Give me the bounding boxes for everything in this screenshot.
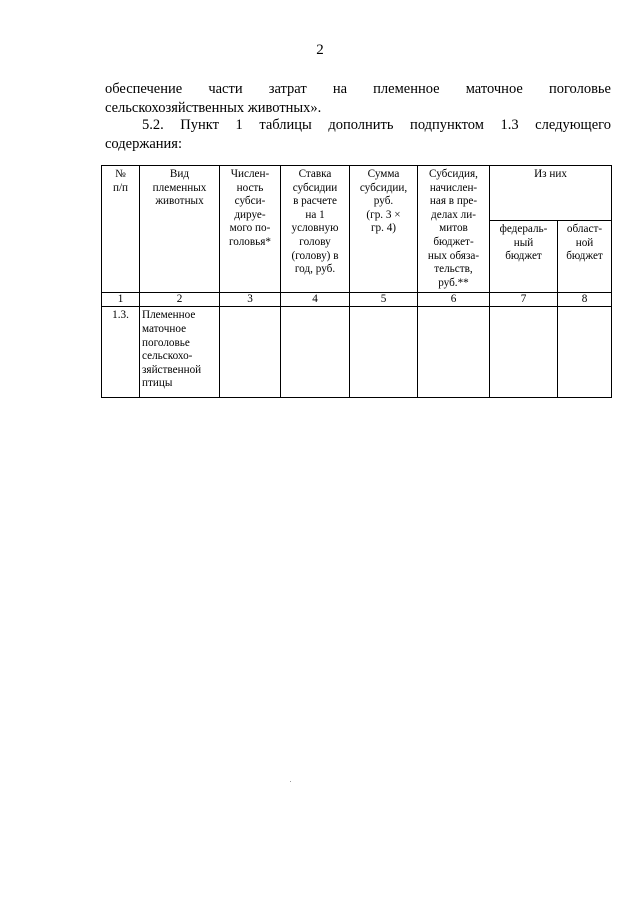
header-row-1: [102, 166, 612, 221]
paragraph-line: обеспечение части затрат на племенное маточное поголовье: [105, 81, 611, 97]
column-number: 2: [140, 293, 220, 307]
header-text: дируе-: [234, 208, 266, 221]
header-text: на 1: [305, 208, 325, 221]
header-text: Сумма: [367, 168, 400, 180]
header-text: тельств,: [434, 263, 473, 276]
header-text: бюджет: [505, 250, 542, 263]
row-headcount: [220, 307, 281, 398]
header-cell-regional-budget: [558, 221, 612, 293]
header-cell-accrued-subsidy: [418, 166, 490, 293]
header-text: ный: [513, 236, 534, 249]
header-text: п/п: [112, 181, 129, 194]
row-number: 1.3.: [102, 307, 140, 398]
scan-speck: [290, 781, 291, 782]
header-cell-kind: [140, 166, 220, 293]
page-number: 2: [316, 42, 324, 58]
header-cell-rate: [281, 166, 350, 293]
column-number: 3: [220, 293, 281, 307]
header-text: ная в пре-: [429, 195, 478, 208]
header-text: митов: [439, 222, 468, 235]
header-text: Вид: [169, 168, 190, 180]
paragraph-amendment: [105, 116, 611, 154]
header-text: Субсидия,: [429, 168, 478, 180]
header-text: начислен-: [429, 181, 478, 194]
paragraph-line: сельскохозяйственных животных».: [105, 100, 322, 116]
header-text: субсидии,: [359, 181, 408, 194]
column-number: 6: [418, 293, 490, 307]
paragraph-line: 5.2. Пункт 1 таблицы дополнить подпунктом 1.3 следующего: [142, 117, 611, 133]
paragraph-continuation: [105, 80, 611, 118]
header-text: област-: [566, 223, 603, 235]
subsidy-table: [101, 165, 612, 398]
column-number: 5: [350, 293, 418, 307]
header-text: головья*: [228, 235, 272, 248]
header-text: Ставка: [298, 168, 332, 180]
header-text: (голову) в: [291, 249, 339, 262]
cell-text: сельскохо-: [142, 350, 193, 363]
row-regional-budget: [558, 307, 612, 398]
header-cell-sum: [350, 166, 418, 293]
column-number: 7: [490, 293, 558, 307]
header-text: субси-: [234, 195, 266, 208]
header-cell-headcount: [220, 166, 281, 293]
header-text: федераль-: [499, 223, 548, 235]
row-federal-budget: [490, 307, 558, 398]
header-text: условную: [291, 222, 339, 235]
row-kind: [140, 307, 220, 398]
header-text: бюджет: [566, 250, 603, 263]
header-text: в расчете: [293, 195, 337, 208]
header-text: руб.: [373, 195, 394, 208]
header-text: голову: [299, 235, 331, 248]
header-text: мого по-: [229, 222, 271, 235]
cell-text: поголовье: [142, 336, 190, 349]
cell-text: птицы: [142, 377, 173, 390]
column-number: 1: [102, 293, 140, 307]
header-cell-of-which: [490, 166, 612, 221]
header-text: №: [115, 168, 126, 180]
table-row: [102, 307, 612, 398]
paragraph-line: содержания:: [105, 136, 183, 152]
header-text: гр. 4): [370, 222, 397, 235]
header-text: Из них: [534, 168, 567, 180]
cell-text: Племенное: [142, 309, 196, 322]
row-sum: [350, 307, 418, 398]
header-text: год, руб.: [294, 263, 336, 276]
row-rate: [281, 307, 350, 398]
header-text: Числен-: [230, 168, 270, 180]
header-text: бюджет-: [433, 235, 474, 248]
header-text: ность: [236, 181, 264, 194]
header-text: ных обяза-: [427, 249, 480, 262]
header-text: животных: [155, 195, 204, 208]
cell-text: маточное: [142, 322, 187, 335]
cell-text: зяйственной: [142, 363, 202, 376]
header-text: племенных: [152, 181, 207, 194]
column-number: 4: [281, 293, 350, 307]
row-accrued-subsidy: [418, 307, 490, 398]
column-number: 8: [558, 293, 612, 307]
header-cell-number: [102, 166, 140, 293]
header-text: руб.**: [438, 276, 469, 289]
header-text: делах ли-: [431, 208, 476, 221]
header-text: субсидии: [292, 181, 338, 194]
header-text: (гр. 3 ×: [366, 208, 401, 221]
column-number-row: [102, 293, 612, 307]
header-cell-federal-budget: [490, 221, 558, 293]
header-text: ной: [575, 236, 594, 249]
